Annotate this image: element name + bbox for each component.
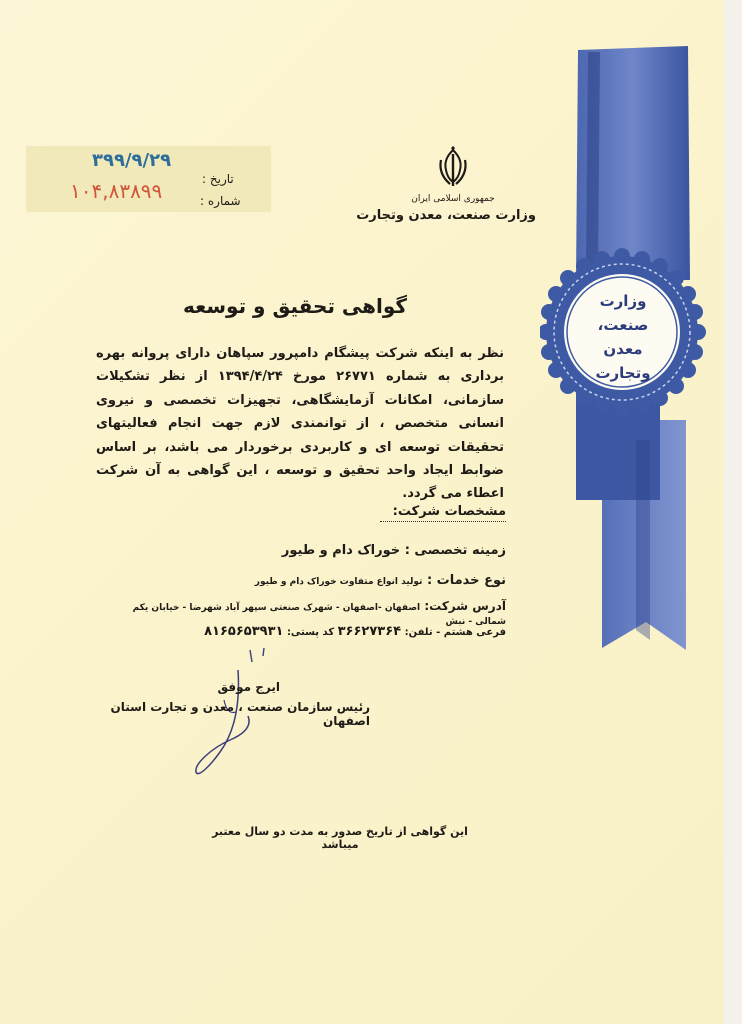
- seal-text: [578, 282, 668, 392]
- ministry-name: وزارت صنعت، معدن وتجارت: [356, 208, 536, 223]
- services-value: تولید انواع متفاوت خوراک دام و طیور: [254, 577, 423, 587]
- number-value: ۱۰۴,۸۳۸۹۹: [70, 179, 163, 203]
- seal-line-3: وتجارت: [595, 364, 651, 382]
- address-label: آدرس شرکت:: [424, 599, 506, 613]
- contact-field: [100, 624, 506, 639]
- page-edge: [724, 0, 742, 1024]
- services-field: [240, 573, 506, 588]
- iran-emblem-icon: [438, 146, 468, 190]
- number-label: شماره :: [200, 194, 241, 208]
- company-name: پیشگام دامپرور سپاهان: [216, 346, 370, 361]
- specialty-label: زمینه تخصصی :: [404, 543, 506, 558]
- specialty-field: [240, 543, 506, 558]
- seal-line-1: وزارت: [599, 292, 647, 310]
- postal-label: کد پستی:: [286, 627, 335, 638]
- certificate-title: گواهی تحقیق و توسعه: [182, 294, 408, 318]
- specs-heading: مشخصات شرکت:: [380, 504, 506, 522]
- specialty-value: خوراک دام و طیور: [281, 543, 401, 558]
- postal-value: ۸۱۶۵۶۵۳۹۳۱: [204, 624, 284, 639]
- services-label: نوع خدمات :: [426, 573, 506, 588]
- date-value: ۳۹۹/۹/۲۹: [92, 150, 172, 171]
- signer-name: ایرج موفق: [217, 680, 280, 694]
- certificate-body: [96, 342, 504, 506]
- body-main: دارای پروانه بهره برداری به شماره ۲۶۷۷۱ مورخ ۱۳۹۴/۴/۲۴ از نظر تشکیلات سازمانی، امکانات آزمایشگاهی، تجهیزات تخصصی و نیروی انسانی متخصص ، از توانمندی لازم جهت انجام فعالیتهای تحقیقات توسعه ای و کاربردی برخوردار می باشد، بر اساس ضوابط ایجاد واحد تحقیق و توسعه ، این گواهی به آن شرکت اعطاء می گردد.: [96, 346, 504, 502]
- phone-label: تلفن:: [404, 627, 433, 638]
- address-continued: فرعی هشتم -: [436, 627, 506, 638]
- date-label: تاریخ :: [202, 172, 234, 186]
- address-field: [100, 599, 506, 627]
- address-value: اصفهان -اصفهان - شهرک صنعتی سپهر آباد شهرضا - خیابان یکم شمالی - نبش: [132, 603, 506, 627]
- signer-title: رئیس سازمان صنعت ، معدن و تجارت استان اصفهان: [110, 700, 370, 728]
- phone-value: ۳۶۶۲۷۳۶۴: [337, 624, 402, 639]
- body-intro: نظر به اینکه شرکت: [369, 346, 504, 361]
- seal-line-2: صنعت، معدن: [597, 316, 649, 358]
- emblem-caption: جمهوری اسلامی ایران: [411, 194, 495, 204]
- validity-note: این گواهی از تاریخ صدور به مدت دو سال معتبر میباشد: [212, 825, 468, 851]
